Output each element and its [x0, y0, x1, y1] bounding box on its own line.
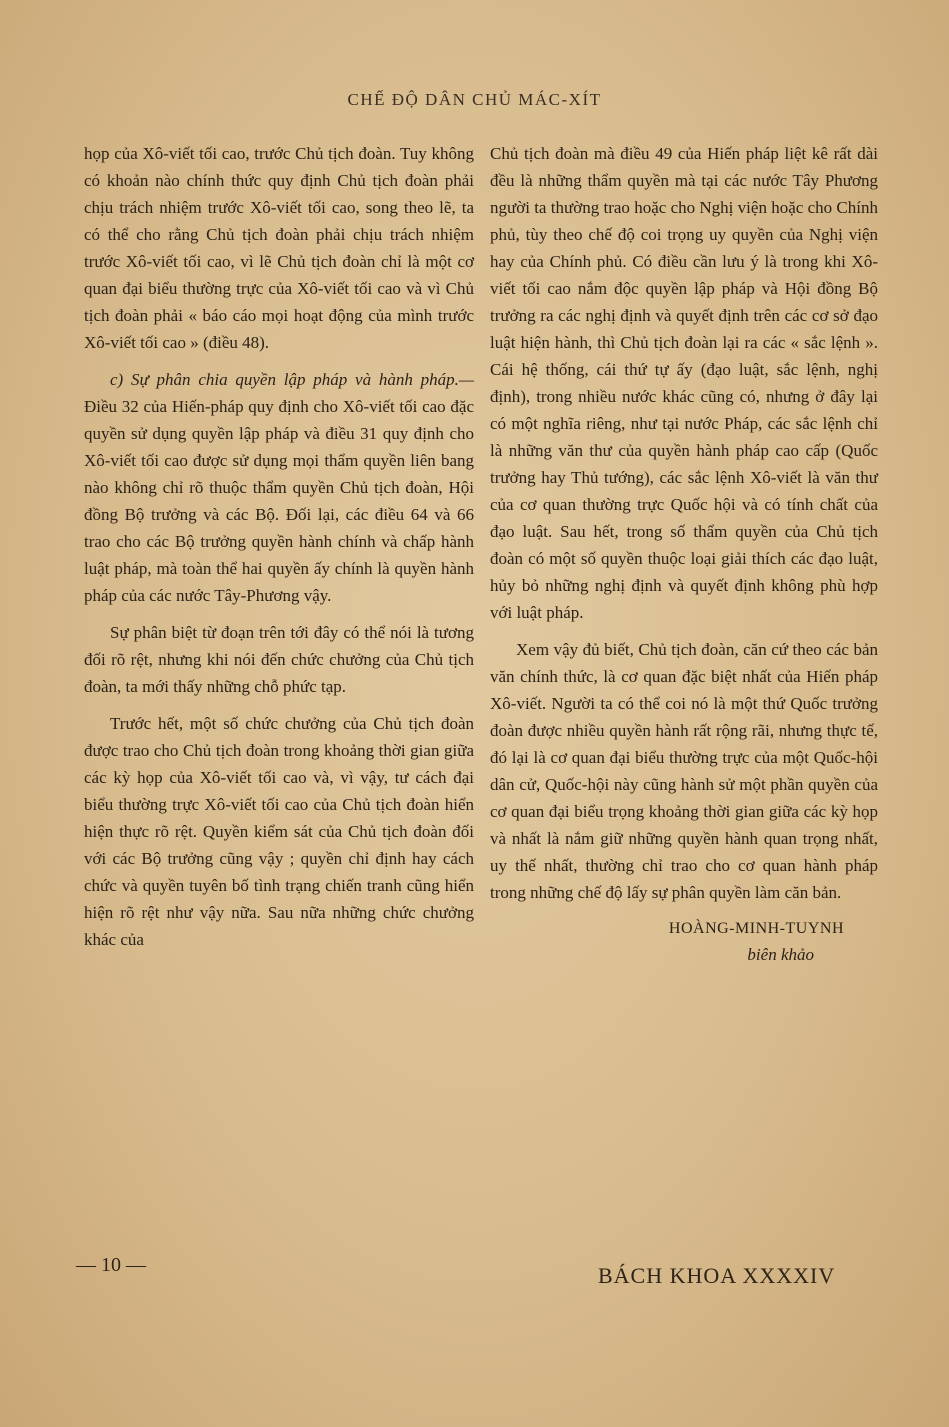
paragraph: Sự phân biệt từ đoạn trên tới đây có thể nói là tương đối rõ rệt, nhưng khi nói đến chức chưởng của Chủ tịch đoàn, ta mới thấy những chỗ phức tạp. [84, 623, 474, 696]
running-header: CHẾ ĐỘ DÂN CHỦ MÁC-XÍT [347, 90, 602, 109]
paragraph-section-c [84, 366, 474, 609]
paragraph: Xem vậy đủ biết, Chủ tịch đoàn, căn cứ theo các bản văn chính thức, là cơ quan đặc biệt nhất của Hiến pháp Xô-viết. Người ta có thể coi nó là một thứ Quốc trưởng đoàn được nhiều quyền hành rất rộng rãi, nhưng thực tế, đó lại là cơ quan đại biểu thường trực của một Quốc-hội dân cử, Quốc-hội này cũng hành sử một phần quyền của cơ quan đại biểu trọng khoảng thời gian giữa các kỳ họp và nhất là nắm giữ những quyền hành quan trọng nhất, uy thế nhất, thường chỉ trao cho cơ quan hành pháp trong những chế độ lấy sự phân quyền làm căn bản. [490, 640, 878, 902]
paragraph: Trước hết, một số chức chưởng của Chủ tịch đoàn được trao cho Chủ tịch đoàn trong khoảng thời gian giữa các kỳ họp của Xô-viết tối cao và, vì vậy, tư cách đại biểu thường trực Xô-viết tối cao của Chủ tịch đoàn hiển hiện thực rõ rệt. Quyền kiểm sát của Chủ tịch đoàn đối với các Bộ trưởng cũng vậy ; quyền chỉ định hay cách chức và quyền tuyên bố tình trạng chiến tranh cũng hiển hiện rõ rệt như vậy nữa. Sau nữa những chức chưởng khác của [84, 714, 474, 949]
left-column [84, 140, 474, 963]
publication-title: BÁCH KHOA XXXXIV [598, 1263, 836, 1288]
paragraph: họp của Xô-viết tối cao, trước Chủ tịch đoàn. Tuy không có khoản nào chính thức quy định Chủ tịch đoàn phải chịu trách nhiệm trước Xô-viết tối cao, song theo lẽ, ta có thể cho rằng Chủ tịch đoàn phải chịu trách nhiệm trước Xô-viết tối cao, vì lẽ Chủ tịch đoàn chỉ là một cơ quan đại biểu thường trực của Xô-viết tối cao và vì Chủ tịch đoàn phải « báo cáo mọi hoạt động của mình trước Xô-viết tối cao » (điều 48). [84, 144, 474, 352]
right-column [490, 140, 878, 968]
paragraph: Chủ tịch đoàn mà điều 49 của Hiến pháp liệt kê rất dài đều là những thẩm quyền mà tại các nước Tây Phương người ta thường trao hoặc cho Nghị viện hoặc cho Chính phủ, tùy theo chế độ coi trọng uy quyền của Nghị viện hay của Chính phủ. Có điều cần lưu ý là trong khi Xô-viết tối cao nắm độc quyền lập pháp và Hội đồng Bộ trưởng ra các nghị định và quyết định trên các cơ sở đạo luật hiện hành, thì Chủ tịch đoàn lại ra các « sắc lệnh ». Cái hệ thống, cái thứ tự ấy (đạo luật, sắc lệnh, nghị định), trong nhiều nước khác cũng có, nhưng ở đây lại có một nghĩa riêng, như tại nước Pháp, các sắc lệnh chỉ là những văn thư của quyền hành pháp cao cấp (Quốc trưởng hay Thủ tướng), các sắc lệnh Xô-viết là văn thư của cơ quan thường trực Quốc hội và có tính chất của đạo luật. Sau hết, trong số thẩm quyền của Chủ tịch đoàn có một số quyền thuộc loại giải thích các đạo luật, hủy bỏ những nghị định và quyết định không phù hợp với luật pháp. [490, 144, 878, 622]
author-name: HOÀNG-MINH-TUYNH [668, 920, 844, 937]
author-signature [490, 916, 878, 968]
page-number: — 10 — [76, 1254, 146, 1276]
author-role: biên khảo [747, 945, 814, 964]
section-heading: c) Sự phân chia quyền lập pháp và hành pháp.— [110, 370, 474, 389]
section-body: Điều 32 của Hiến-pháp quy định cho Xô-viết tối cao đặc quyền sử dụng quyền lập pháp và điều 31 quy định cho Xô-viết tối cao được sử dụng mọi thẩm quyền liên bang nào không chỉ rõ thuộc thẩm quyền Chủ tịch đoàn, Hội đồng Bộ trưởng và các Bộ. Đối lại, các điều 64 và 66 trao cho các Bộ trưởng quyền hành chính và chấp hành luật pháp, mà toàn thể hai quyền ấy chính là quyền hành pháp của các nước Tây-Phương vậy. [84, 397, 474, 605]
